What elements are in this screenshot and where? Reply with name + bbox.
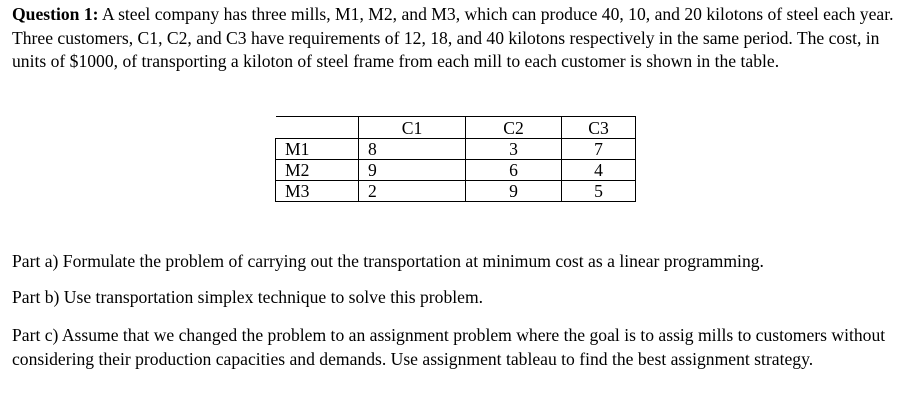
part-b-text: Part b) Use transportation simplex technique to solve this problem. [12,287,484,307]
part-c-text: Part c) Assume that we changed the problem to an assignment problem where the goal is to assig mills to customers without considering their production capacities and demands. Use assignment tableau to find the best assignment strategy. [12,325,886,369]
cost-cell: 5 [562,181,636,202]
cost-cell: 3 [466,139,562,160]
column-header-c1: C1 [359,117,466,139]
table-header-row [276,117,636,139]
cost-cell: 9 [359,160,466,181]
question-statement [12,3,912,74]
cost-cell: 2 [359,181,466,202]
table-corner-cell [276,117,359,139]
column-header-c2: C2 [466,117,562,139]
column-header-c3: C3 [562,117,636,139]
cost-table [275,116,636,202]
question-text: A steel company has three mills, M1, M2, and M3, which can produce 40, 10, and 20 kilotons of steel each year. Three customers, C1, C2, and C3 have requirements of 12, 18, and 40 kilotons respectively in the same period. The cost, in units of $1000, of transporting a kiloton of steel frame from each mill to each customer is shown in the table. [12,4,894,71]
cost-cell: 8 [359,139,466,160]
row-label-m2: M2 [276,160,359,181]
table-row [276,160,636,181]
table-row [276,181,636,202]
part-a-text: Part a) Formulate the problem of carrying out the transportation at minimum cost as a linear programming. [12,251,764,271]
table-row [276,139,636,160]
row-label-m1: M1 [276,139,359,160]
cost-cell: 6 [466,160,562,181]
cost-cell: 4 [562,160,636,181]
cost-cell: 7 [562,139,636,160]
cost-cell: 9 [466,181,562,202]
row-label-m3: M3 [276,181,359,202]
question-label: Question 1: [12,4,99,24]
